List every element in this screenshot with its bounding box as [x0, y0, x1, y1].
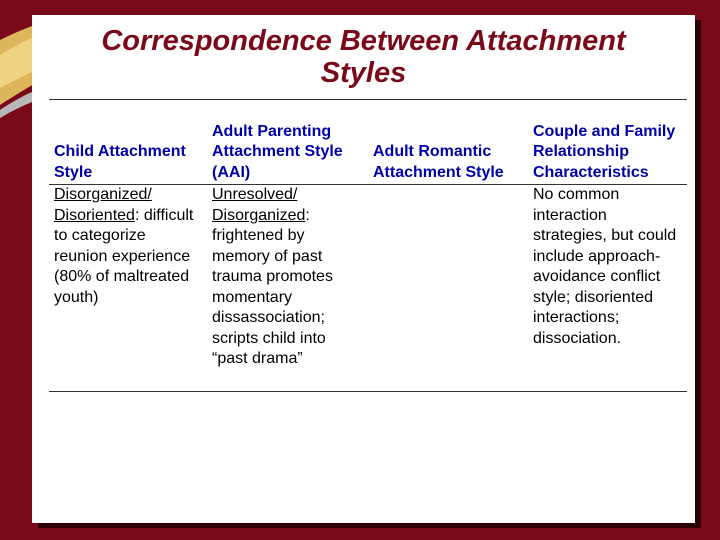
adult-parenting-term: Unresolved/ Disorganized — [212, 186, 306, 224]
slide-title-line-1: Correspondence Between Attachment — [101, 25, 626, 57]
attachment-styles-table — [49, 99, 687, 392]
slide-title-line-2: Styles — [320, 57, 407, 89]
header-child-attachment-style: Child Attachment Style — [54, 143, 186, 181]
header-couple-family-characteristics: Couple and Family Relationship Characteristics — [533, 122, 676, 181]
table-row — [49, 185, 687, 392]
slide-panel — [32, 15, 695, 523]
adult-parenting-colon: : — [305, 206, 310, 224]
child-style-term: Disorganized/ Disoriented — [54, 186, 152, 224]
cell-adult-parenting-style — [207, 185, 368, 392]
child-style-colon: : — [134, 206, 140, 224]
child-style-description: difficult to categorize reunion experience (80% of maltreated youth) — [54, 206, 194, 306]
cell-child-style — [49, 185, 207, 392]
header-adult-parenting-style: Adult Parenting Attachment Style (AAI) — [212, 122, 343, 181]
cell-adult-romantic-style — [368, 185, 528, 392]
slide-title — [32, 25, 695, 89]
adult-parenting-description: frightened by memory of past trauma promotes momentary dissassociation; scripts child into “past drama” — [212, 227, 333, 367]
cell-couple-family-characteristics: No common interaction strategies, but could include approach-avoidance conflict style; disoriented interactions; dissociation. — [533, 186, 677, 347]
table-header-row — [49, 100, 687, 185]
header-adult-romantic-style: Adult Romantic Attachment Style — [373, 143, 504, 181]
